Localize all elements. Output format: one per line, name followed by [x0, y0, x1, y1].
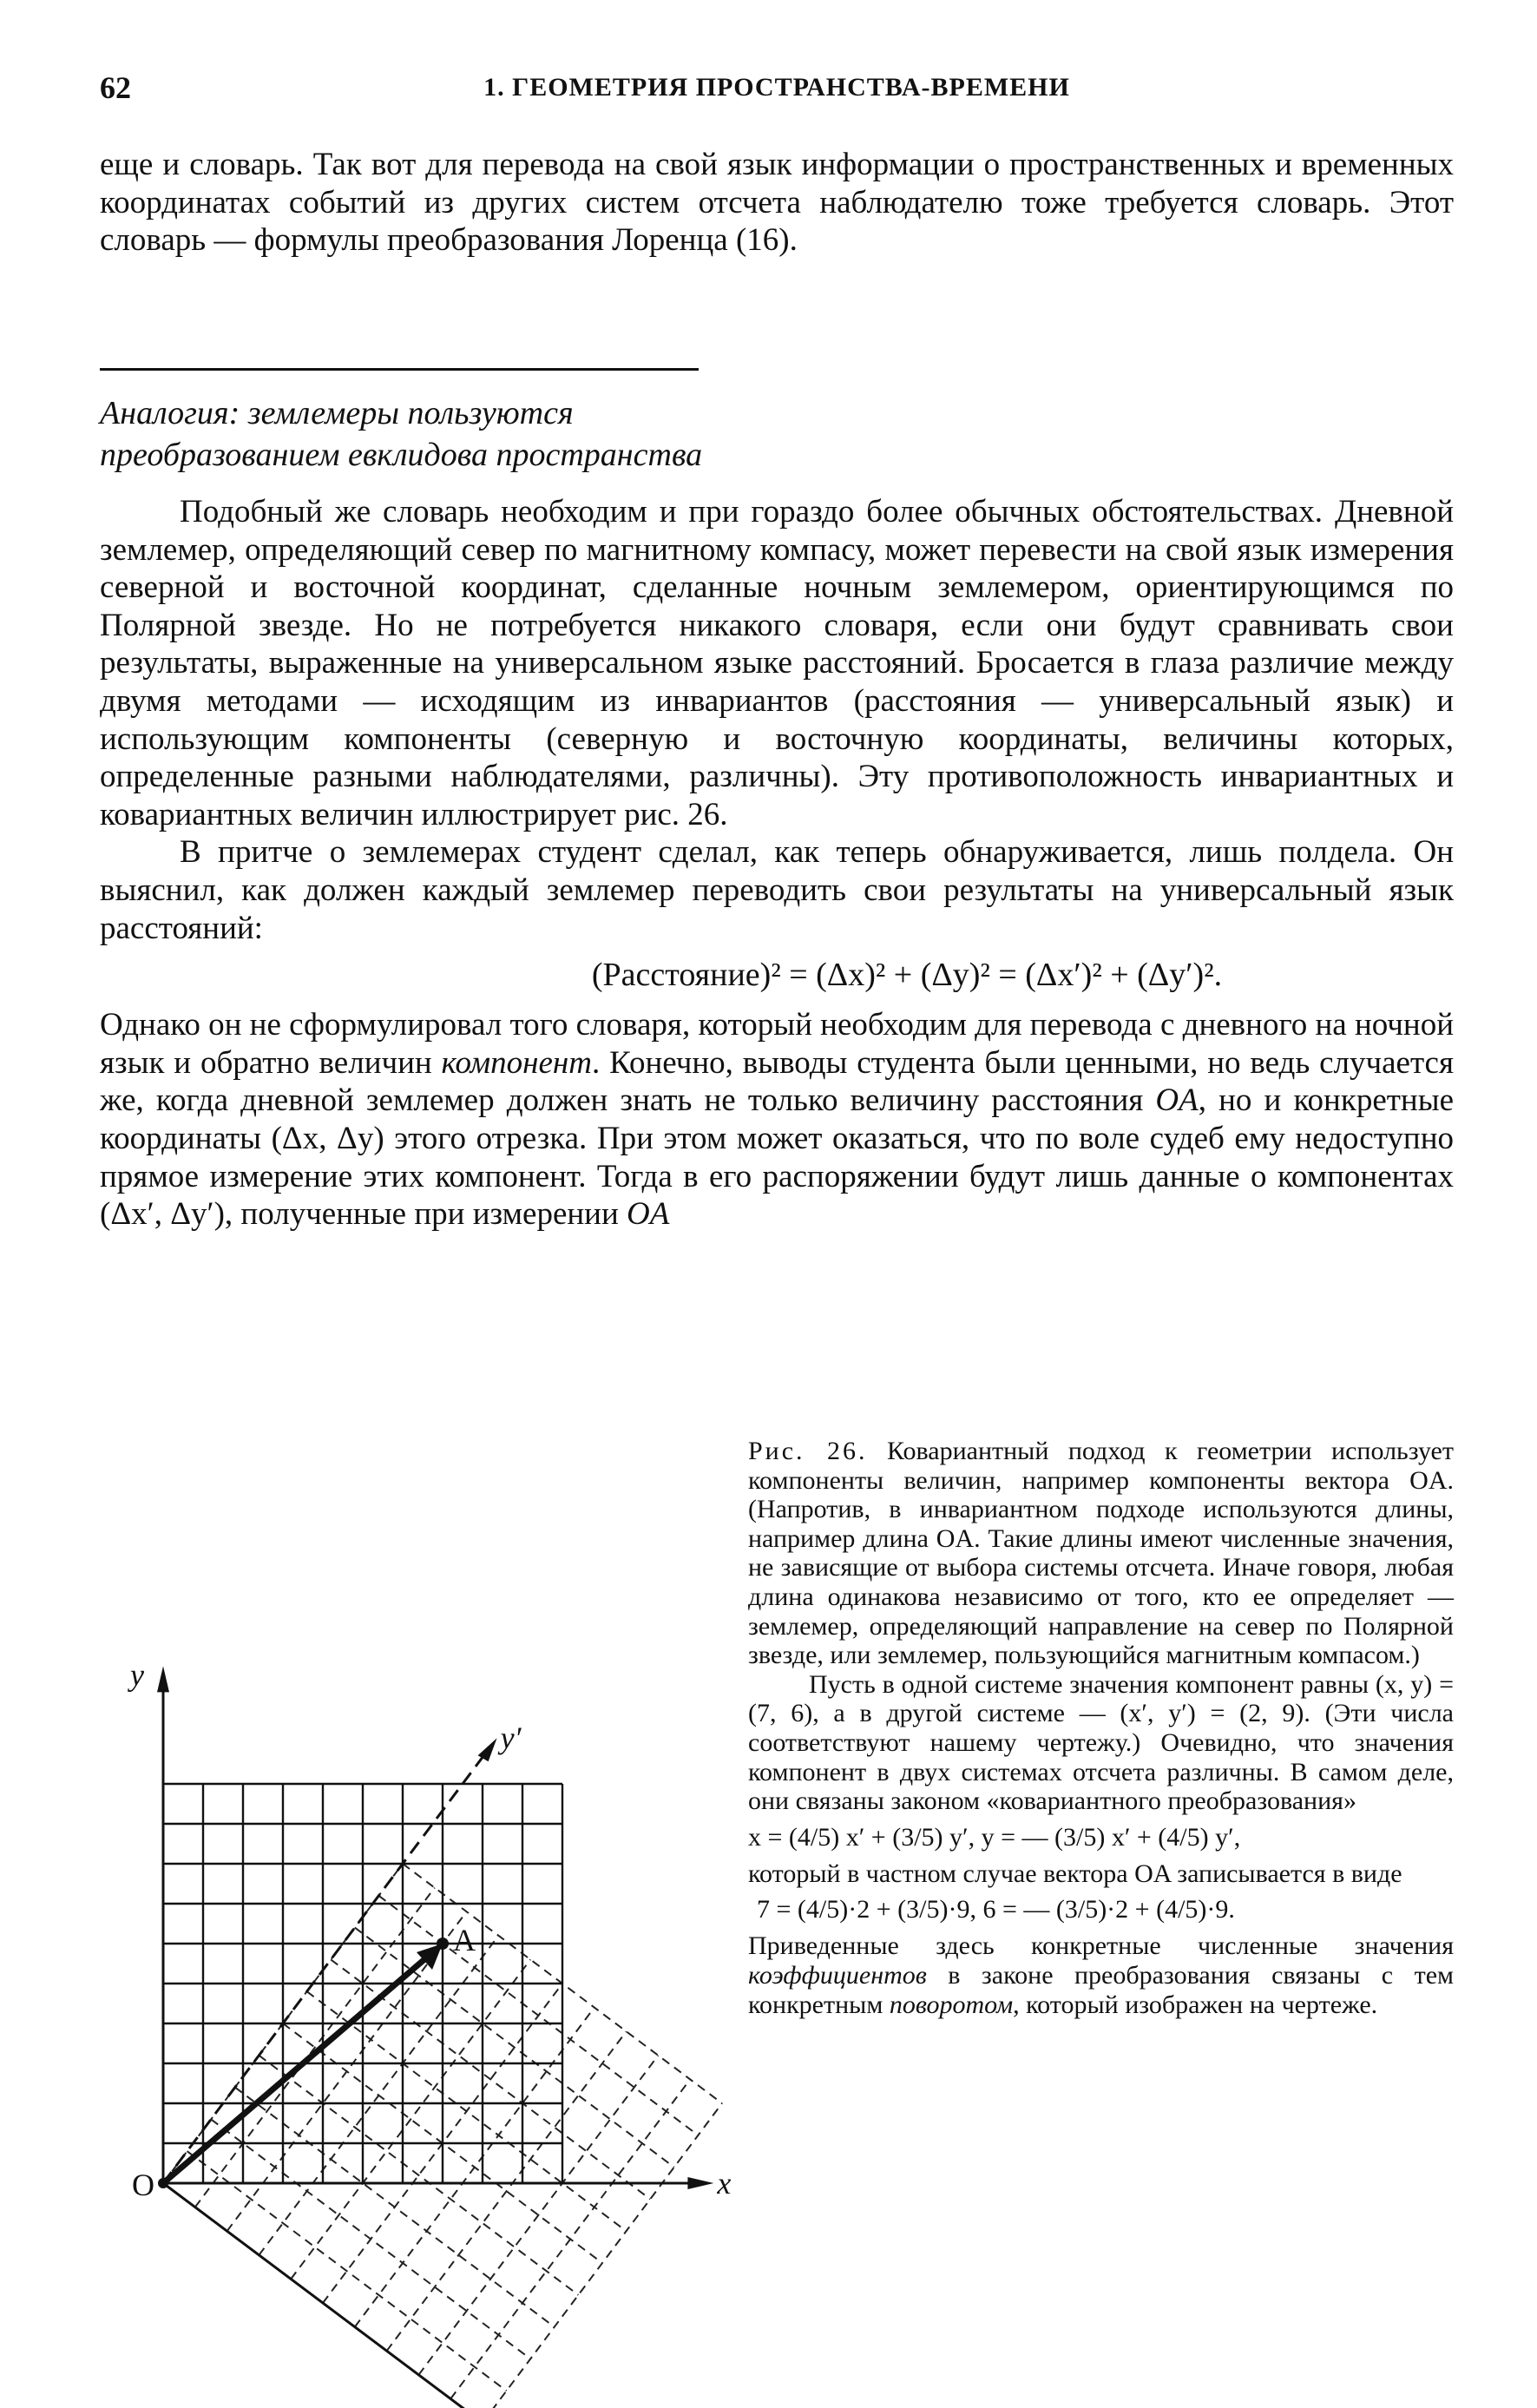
figure-26	[122, 1623, 732, 2300]
caption-p4-part3: , который изображен на чертеже.	[1013, 1990, 1378, 2019]
intro-paragraph: еще и словарь. Так вот для перевода на свой язык информации о пространственных и временных координатах событий из других систем отсчета наблюдателю тоже требуется словарь. Этот словарь — формулы преобразования Лоренца (16).	[100, 147, 1454, 259]
section-title	[100, 392, 968, 476]
paragraph-1: Подобный же словарь необходим и при гораздо более обычных обстоятельствах. Дневной землемер, определяющий север по магнитному компасу, может перевести на свой язык измерения северной и восточной координат, сделанные ночным землемером, ориентирующимся по Полярной звезде. Но не потребуется никакого словаря, если они будут сравнивать свои результаты, выраженные на универсальном языке расстояний. Бросается в глаза различие между двумя методами — исходящим из инвариантов (расстояния — универсальный язык) и использующим компоненты (северную и восточную координаты, величины которых, определенные разными наблюдателями, различны). Эту противоположность инвариантных и ковариантных величин иллюстрирует рис. 26.	[100, 494, 1454, 832]
caption-p4-part1: Приведенные здесь конкретные численные значения	[748, 1931, 1454, 1961]
section-divider	[100, 368, 699, 371]
rotated-grid-line	[387, 2031, 627, 2351]
page-number: 62	[100, 70, 131, 105]
origin-label: O	[132, 2168, 154, 2202]
caption-p2: Пусть в одной системе значения компонент равны (x, y) = (7, 6), а в другой системе — (x′, y′) = (2, 9). (Эти числа соответствуют нашему чертежу.) Очевидно, что значения компонент в двух системах отсчета различны. В самом деле, они связаны законом «ковариантного преобразования»	[748, 1669, 1454, 1816]
section-title-line2: преобразованием евклидова пространства	[100, 437, 703, 473]
x-prime-axis	[163, 2183, 591, 2408]
distance-formula: (Расстояние)² = (Δx)² + (Δy)² = (Δx′)² + (Δy′)².	[591, 957, 1223, 994]
caption-p1-text: Ковариантный подход к геометрии использует компоненты величин, например компоненты вектора OA. (Напротив, в инвариантном подходе используются длины, например длина OA. Такие длины имеют численные значения, не зависящие от выбора системы отсчета. Иначе говоря, любая длина одинакова независимо от того, кто ее определяет — землемер, определяющий направление на север по Полярной звезде, или землемер, пользующийся магнитным компасом.)	[748, 1437, 1454, 1670]
running-title: 1. ГЕОМЕТРИЯ ПРОСТРАНСТВА-ВРЕМЕНИ	[483, 73, 1070, 102]
rotated-grid-line	[259, 2056, 578, 2295]
point-a-dot	[437, 1938, 449, 1950]
paragraph-3-part3: , но и конкретные координаты (Δx, Δy) этого отрезка. При этом может оказаться, что по воле судеб ему недоступно прямое измерение этих компонент. Тогда в его распоряжении будут лишь данные о компонентах (Δx′, Δy′), полученные при измерении	[100, 1082, 1454, 1233]
paragraph-3	[100, 1006, 1454, 1234]
figure-caption	[748, 1437, 1454, 2019]
paragraph-3-emph1: компонент	[441, 1044, 593, 1081]
rotated-grid-line	[163, 2183, 483, 2408]
caption-label: Рис. 26.	[748, 1437, 868, 1465]
x-axis-arrow-icon	[687, 2177, 713, 2189]
intro-block	[100, 146, 1454, 260]
caption-p1	[748, 1437, 1454, 1670]
caption-p4-emph1: коэффициентов	[748, 1960, 927, 1990]
rotated-grid-line	[187, 2151, 507, 2391]
section-title-line1: Аналогия: землемеры пользуются	[100, 395, 574, 431]
y-axis-arrow-icon	[157, 1666, 169, 1692]
caption-formula-1: x = (4/5) x′ + (3/5) y′, y = — (3/5) x′ + (4/5) y′,	[748, 1822, 1241, 1852]
point-a-label: A	[453, 1923, 476, 1957]
y-axis-label: y	[130, 1657, 144, 1693]
y-prime-axis-label: y′	[500, 1720, 522, 1756]
figure-26-diagram	[122, 1623, 732, 2300]
paragraph-3-part1: Однако он не сформулировал того словаря, который необходим для перевода с дневного на ночной язык и обратно величин	[100, 1007, 1454, 1081]
page-header	[100, 69, 1454, 122]
rotated-grid-line	[291, 1959, 530, 2279]
main-text	[100, 493, 1454, 1234]
rotated-grid-line	[483, 2103, 722, 2408]
paragraph-3-part2: . Конечно, выводы студента были ценными, но ведь случается же, когда дневной землемер должен знать не только величину расстояния	[100, 1044, 1454, 1119]
paragraph-2: В притче о землемерах студент сделал, как теперь обнаруживается, лишь полдела. Он выяснил, как должен каждый землемер переводить свои результаты на универсальный язык расстояний:	[100, 834, 1454, 946]
caption-p4	[748, 1931, 1454, 2019]
rotated-grid-line	[195, 1888, 435, 2207]
caption-p3: который в частном случае вектора OA записывается в виде	[748, 1859, 1402, 1888]
caption-p4-part2: в законе преобразования связаны с тем конкретным	[748, 1960, 1454, 2019]
x-axis-label: x	[717, 2166, 732, 2201]
caption-p4-emph2: поворотом	[889, 1990, 1014, 2019]
paragraph-3-emph2: OA	[1155, 1082, 1199, 1119]
paragraph-3-emph3: OA	[627, 1196, 670, 1233]
caption-formula-2: 7 = (4/5)·2 + (3/5)·9, 6 = — (3/5)·2 + (4/5)·9.	[757, 1895, 1235, 1924]
origin-dot	[158, 2178, 168, 2188]
